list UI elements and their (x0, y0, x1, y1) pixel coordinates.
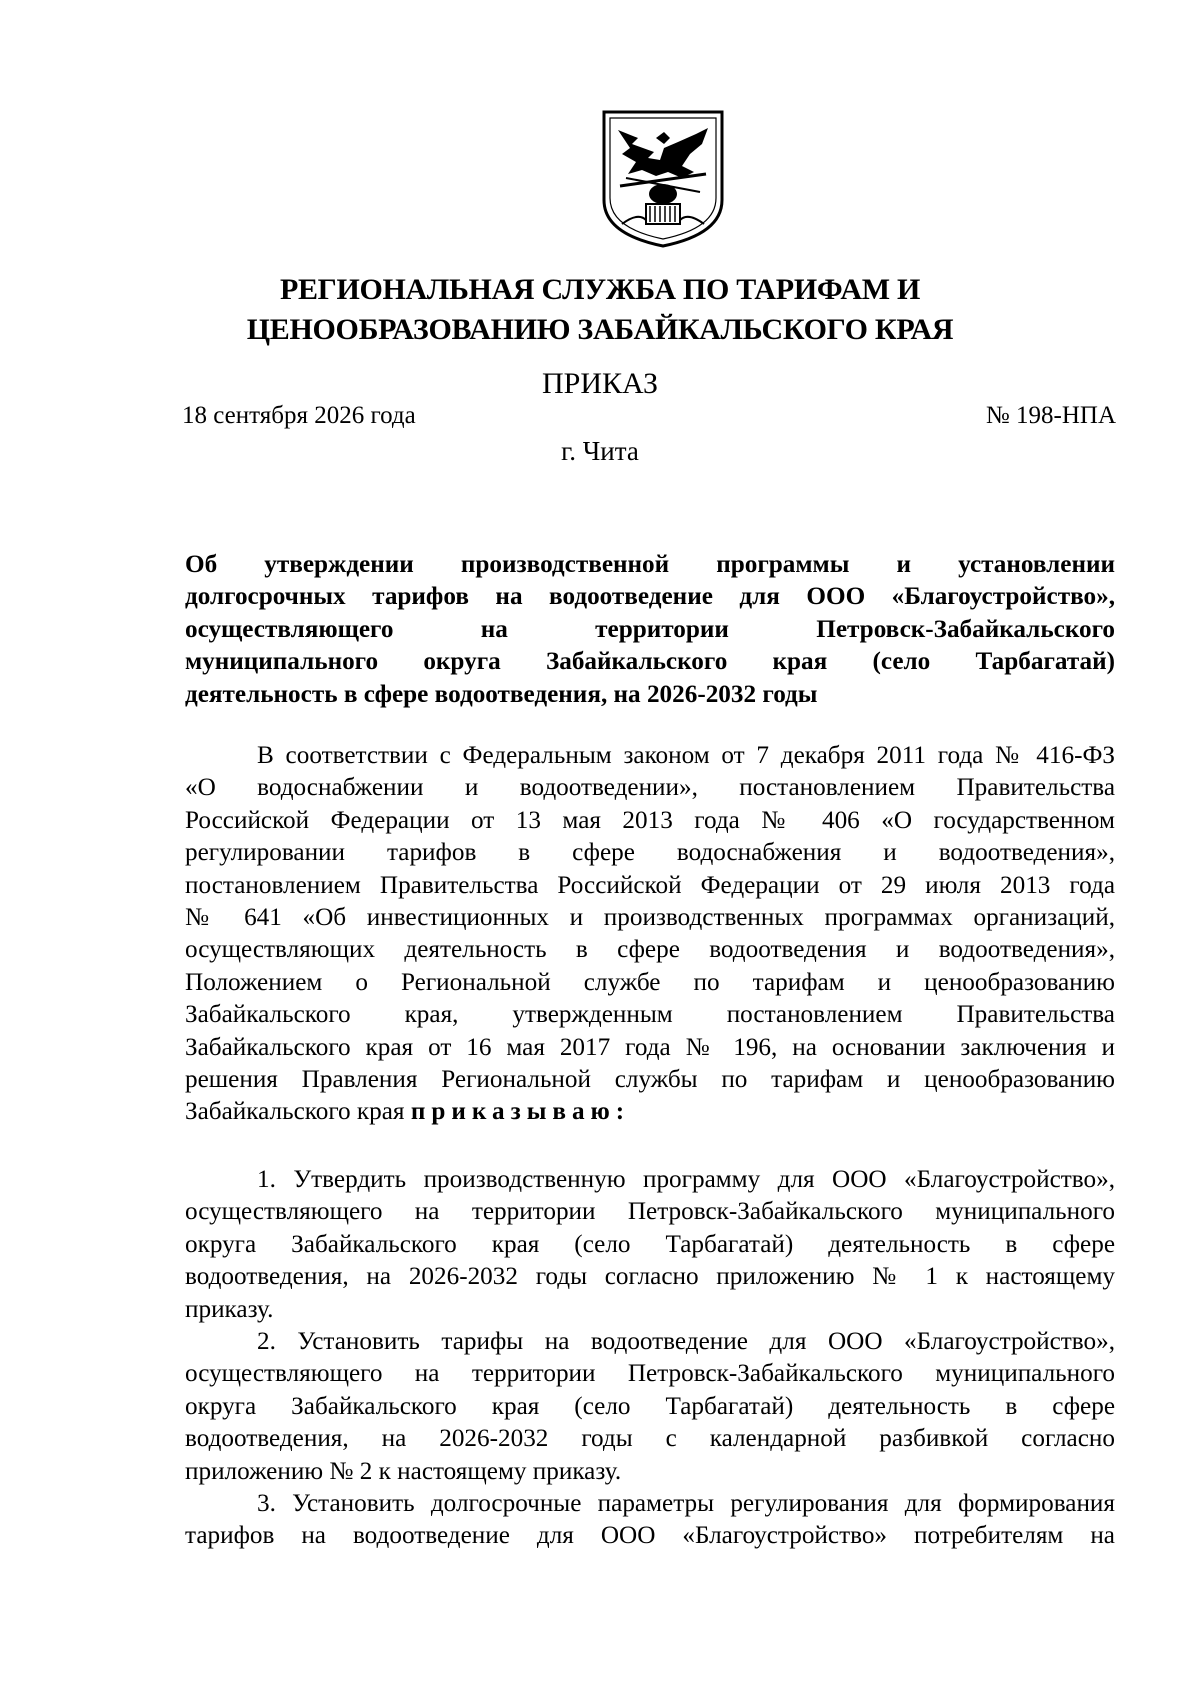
order-item-2 (185, 1326, 1115, 1488)
heading-line: долгосрочных тарифов на водоотведение для ООО «Благоустройство», (185, 583, 1115, 611)
preamble-line: В соответствии с Федеральным законом от 7 декабря 2011 года № 416-ФЗ (257, 742, 1115, 769)
order-command: приказываю: (410, 1098, 631, 1126)
document-type: ПРИКАЗ (542, 367, 658, 400)
item-line: приложению № 2 к настоящему приказу. (185, 1457, 622, 1485)
org-name-line-2: ЦЕНООБРАЗОВАНИЮ ЗАБАЙКАЛЬСКОГО КРАЯ (246, 313, 954, 346)
item-line: 3. Установить долгосрочные параметры регулирования для формирования (257, 1490, 1115, 1518)
item-line: приказу. (185, 1295, 274, 1323)
org-name-line-1: РЕГИОНАЛЬНАЯ СЛУЖБА ПО ТАРИФАМ И (279, 273, 921, 306)
preamble-line: Российской Федерации от 13 мая 2013 года № 406 «О государственном (185, 806, 1115, 834)
order-item-3 (185, 1488, 1115, 1553)
preamble-line: Забайкальского края от 16 мая 2017 года № 196, на основании заключения и (185, 1033, 1115, 1061)
item-line: округа Забайкальского края (село Тарбагатай) деятельность в сфере (185, 1392, 1115, 1420)
preamble-paragraph (185, 740, 1115, 1129)
preamble-line: Положением о Региональной службе по тарифам и ценообразованию (185, 968, 1115, 996)
preamble-line: регулировании тарифов в сфере водоснабжения и водоотведения», (185, 839, 1115, 867)
item-line: водоотведения, на 2026-2032 годы согласно приложению № 1 к настоящему (185, 1263, 1115, 1291)
heading-line: Об утверждении производственной программы и установлении (185, 551, 1115, 578)
item-line: осуществляющего на территории Петровск-Забайкальского муниципального (185, 1360, 1115, 1388)
preamble-line: решения Правления Региональной службы по тарифам и ценообразованию (185, 1066, 1115, 1094)
coat-of-arms-emblem (598, 108, 728, 248)
item-line: 1. Утвердить производственную программу для ООО «Благоустройство», (257, 1166, 1115, 1193)
item-line: 2. Установить тарифы на водоотведение для ООО «Благоустройство», (257, 1328, 1115, 1356)
document-city: г. Чита (561, 436, 639, 466)
item-line: округа Забайкальского края (село Тарбагатай) деятельность в сфере (185, 1230, 1115, 1258)
order-heading (185, 549, 1115, 711)
heading-line: муниципального округа Забайкальского края (село Тарбагатай) (185, 648, 1115, 676)
item-line: тарифов на водоотведение для ООО «Благоустройство» потребителям на (185, 1522, 1115, 1550)
document-number: № 198-НПА (985, 402, 1116, 429)
document-date: 18 сентября 2026 года (182, 402, 416, 429)
preamble-line: Забайкальского края, утвержденным постановлением Правительства (185, 1001, 1115, 1029)
preamble-last-line (185, 1096, 1115, 1128)
preamble-last-text: Забайкальского края (185, 1098, 411, 1126)
order-items (185, 1164, 1115, 1553)
heading-line: деятельность в сфере водоотведения, на 2026-2032 годы (185, 680, 818, 708)
preamble-line: «О водоснабжении и водоотведении», постановлением Правительства (185, 774, 1115, 802)
preamble-line: осуществляющих деятельность в сфере водоотведения и водоотведения», (185, 936, 1115, 964)
order-item-1 (185, 1164, 1115, 1326)
item-line: водоотведения, на 2026-2032 годы с календарной разбивкой согласно (185, 1425, 1115, 1453)
preamble-line: № 641 «Об инвестиционных и производственных программах организаций, (185, 904, 1115, 932)
heading-line: осуществляющего на территории Петровск-Забайкальского (185, 615, 1115, 643)
item-line: осуществляющего на территории Петровск-Забайкальского муниципального (185, 1198, 1115, 1226)
preamble-line: постановлением Правительства Российской Федерации от 29 июля 2013 года (185, 871, 1115, 899)
